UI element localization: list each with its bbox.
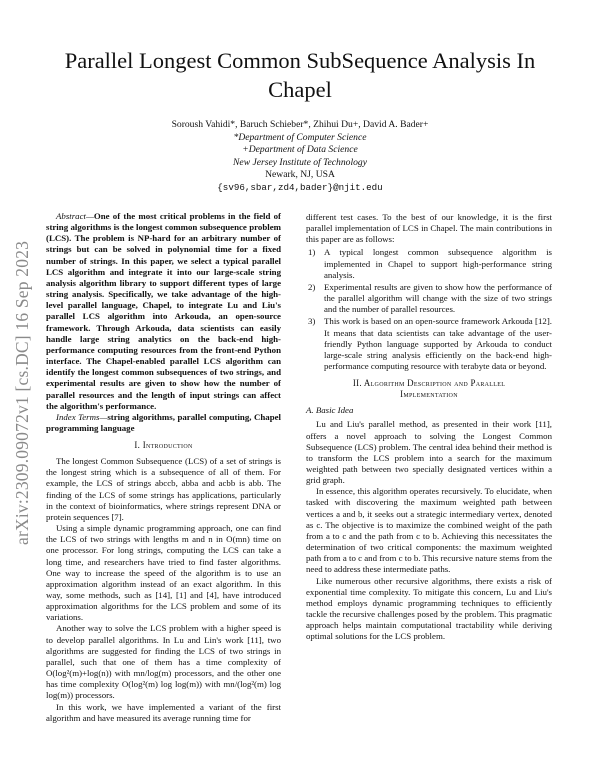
abstract bbox=[46, 211, 281, 412]
author-block bbox=[60, 119, 540, 194]
affiliation-location: Newark, NJ, USA bbox=[265, 169, 335, 180]
intro-paragraph-3: Another way to solve the LCS problem with a higher speed is to develop parallel algorithms. In Lu and Lin's work [11], two algorithms are suggested for finding the LCS of two strings in parallel, such that one of them has a time complexity of O(log²(m)+log(n)) with mn/log(m) processors, and the other one has time complexity O(log²(m) log log(m)) with mn/(log²(m) log log(m)) processors. bbox=[46, 623, 281, 701]
intro-paragraph-2: Using a simple dynamic programming approach, one can find the LCS of two strings with lengths m and n in O(mn) time on one processor. For long strings, computing the LCS can take a long time, and researchers have tried to find faster algorithms. One way to increase the speed of the algorithm is to use an approximation algorithm instead of an exact algorithm. In this way, some methods, such as [14], [1] and [4], have introduced approximation algorithms for the LCS problem and some of its variations. bbox=[46, 523, 281, 623]
affiliation-dept-ds: +Department of Data Science bbox=[242, 144, 358, 155]
author-names: Soroush Vahidi*, Baruch Schieber*, Zhihui Du+, David A. Bader+ bbox=[171, 119, 429, 130]
affiliation-institute: New Jersey Institute of Technology bbox=[233, 156, 367, 168]
basic-idea-paragraph-2: In essence, this algorithm operates recursively. To elucidate, when tasked with discovering the maximum weighted path between vertices a and b, it seeks out a strategic intermediary vertex, denoted as c. The objective is to maximize the combined weight of the path from a to c and the path from c to b. Achieving this necessitates the determination of two critical components: the maximum weighted path from a to c and from c to b. This recursive nature stems from the need to address these intermediate paths. bbox=[306, 486, 552, 575]
intro-paragraph-1: The longest Common Subsequence (LCS) of a set of strings is the longest string which is a subsequence of all of them. For example, the LCS of strings abccb, abba and acbb is abb. The finding of the LCS of some strings has applications, particularly in the context of bioinformatics, where strings represent DNA or protein sequences [7]. bbox=[46, 456, 281, 522]
section-heading-introduction: I. Introduction bbox=[134, 440, 193, 451]
intro-paragraph-continued: different test cases. To the best of our knowledge, it is the first parallel implementation of LCS in Chapel. The main contributions in this paper are as follows: bbox=[306, 212, 552, 245]
section-heading-line-1: II. Algorithm Description and Parallel bbox=[352, 378, 506, 389]
section-heading-algorithm bbox=[306, 378, 552, 400]
subsection-heading-basic-idea: A. Basic Idea bbox=[306, 405, 354, 416]
basic-idea-paragraph-3: Like numerous other recursive algorithms, there exists a risk of exponential time complexity. To mitigate this concern, Lu and Liu's method employs dynamic programming techniques to efficiently tackle the recursive challenges posed by the problem. This pragmatic approach helps maintain computational tractability while deriving optimal solutions for the LCS problem. bbox=[306, 575, 552, 642]
paper-title: Parallel Longest Common SubSequence Analysis In Chapel bbox=[64, 48, 536, 102]
intro-paragraph-4: In this work, we have implemented a variant of the first algorithm and have measured its average running time for bbox=[46, 701, 281, 723]
left-column bbox=[46, 211, 281, 724]
author-emails: {sv96,sbar,zd4,bader}@njit.edu bbox=[217, 181, 383, 193]
affiliation-dept-cs: *Department of Computer Science bbox=[233, 131, 367, 143]
section-heading-line-2: Implementation bbox=[400, 389, 458, 400]
right-column bbox=[306, 212, 552, 642]
list-item: 1) A typical longest common subsequence algorithm is implemented in Chapel to support high-performance string analysis. bbox=[308, 247, 552, 280]
index-terms-lead: Index Terms— bbox=[56, 411, 108, 422]
abstract-text: One of the most critical problems in the field of string algorithms is the longest common subsequence problem (LCS). The problem is NP-hard for an arbitrary number of strings but can be solved in polynomial time for a fixed number of strings. In this paper, we select a typical parallel LCS algorithm and integrate it into our large-scale string analysis algorithm library to support different types of large string analysis. Specifically, we take advantage of the high-level parallel language, Chapel, to integrate Lu and Liu's parallel LCS algorithm into Arkouda, an open-source framework. Through Arkouda, data scientists can easily handle large string analytics on the back-end high-performance computing resources from the front-end Python interface. The Chapel-enabled parallel LCS algorithm can identify the longest common subsequences of two strings, and experimental results are given to show how the number of parallel resources and the length of input strings can affect the algorithm's performance. bbox=[46, 211, 281, 411]
arxiv-stamp-text: arXiv:2309.09072v1 [cs.DC] 16 Sep 2023 bbox=[12, 240, 32, 545]
index-terms-text: string algorithms, parallel computing, Chapel programming language bbox=[46, 411, 281, 433]
basic-idea-paragraph-1: Lu and Liu's parallel method, as presented in their work [11], offers a novel approach to solving the Longest Common Subsequence (LCS) problem. The central idea behind their method is to transform the LCS problem into a search for the maximum weighted path between two specially designated vertices within a grid graph. bbox=[306, 419, 552, 486]
list-item: 2) Experimental results are given to show how the performance of the parallel algorithm will change with the size of two strings and the number of parallel resources. bbox=[308, 281, 552, 315]
index-terms bbox=[46, 412, 281, 434]
abstract-lead: Abstract— bbox=[56, 211, 94, 221]
list-item: 3) This work is based on an open-source framework Arkouda [12]. It means that data scientists can take advantage of the user-friendly Python language supported by Arkouda to conduct large-scale string analysis efficiently on the back-end high-performance computing resource with terabyte data or beyond. bbox=[308, 316, 552, 372]
contributions-list bbox=[306, 247, 552, 372]
